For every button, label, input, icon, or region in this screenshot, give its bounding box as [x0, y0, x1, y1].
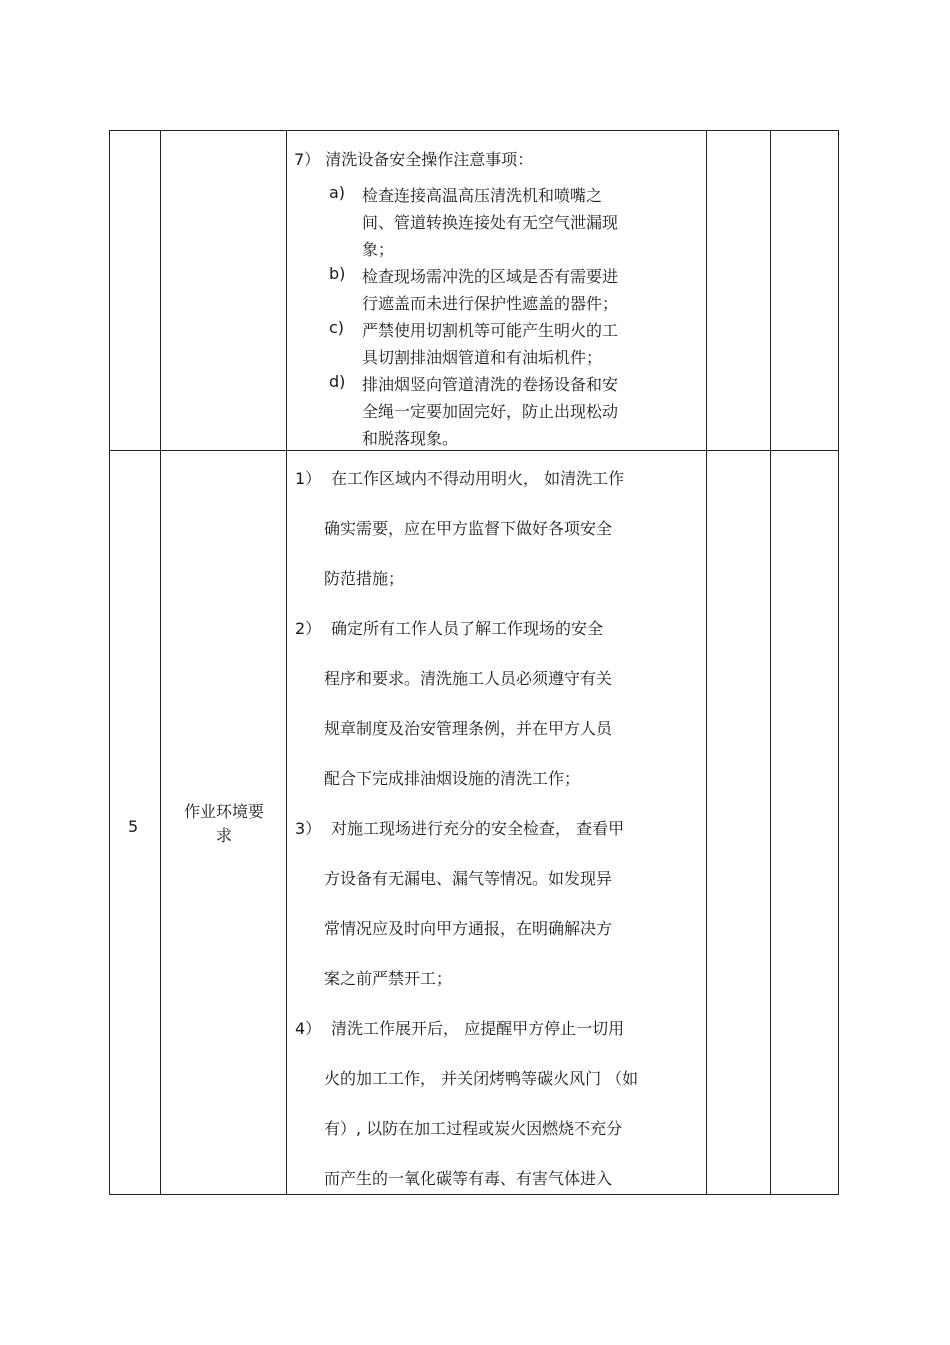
item-3-text: 常情况应及时向甲方通报，在明确解决方: [324, 919, 613, 938]
item-a-marker: a): [329, 183, 346, 202]
item-1-text: 在工作区域内不得动用明火， 如清洗工作: [331, 469, 625, 488]
item-1-marker: 1）: [295, 469, 322, 488]
item-1-text: 确实需要，应在甲方监督下做好各项安全: [324, 519, 613, 538]
item-a-text: 象；: [362, 240, 395, 259]
requirements-table: [109, 130, 839, 1195]
row-label-line: 求: [215, 826, 232, 845]
item-d-text: 和脱落现象。: [362, 429, 459, 448]
item-b-text: 检查现场需冲洗的区域是否有需要进: [362, 267, 619, 286]
item-b-marker: b): [329, 264, 346, 283]
item-3-text: 方设备有无漏电、漏气等情况。如发现异: [324, 869, 613, 888]
item-3-text: 案之前严禁开工；: [324, 969, 453, 988]
item-a-text: 检查连接高温高压清洗机和喷嘴之: [362, 186, 603, 205]
item-4-text: 火的加工工作， 并关闭烤鸭等碳火风门 （如: [324, 1069, 639, 1088]
item-4-text: 有）, 以防在加工过程或炭火因燃烧不充分: [324, 1119, 623, 1138]
row-divider: [110, 450, 838, 451]
item-1-text: 防范措施；: [324, 569, 405, 588]
column-divider: [286, 131, 287, 1194]
item-b-text: 行遮盖而未进行保护性遮盖的器件；: [362, 294, 619, 313]
item-2-text: 配合下完成排油烟设施的清洗工作；: [324, 769, 581, 788]
item-d-marker: d): [329, 372, 346, 391]
item-2-text: 程序和要求。清洗施工人员必须遵守有关: [324, 669, 613, 688]
column-divider: [160, 131, 161, 1194]
item-3-text: 对施工现场进行充分的安全检查， 查看甲: [331, 819, 625, 838]
item-2-text: 确定所有工作人员了解工作现场的安全: [331, 619, 604, 638]
row-label: [162, 800, 286, 848]
item-d-text: 排油烟竖向管道清洗的卷扬设备和安: [362, 375, 619, 394]
item-4-marker: 4）: [295, 1019, 322, 1038]
item-4-text: 清洗工作展开后， 应提醒甲方停止一切用: [331, 1019, 625, 1038]
item-c-text: 严禁使用切割机等可能产生明火的工: [362, 321, 619, 340]
row-label-line: 作业环境要: [183, 802, 264, 821]
column-divider: [706, 131, 707, 1194]
item-c-text: 具切割排油烟管道和有油垢机件；: [362, 348, 603, 367]
row-number: 5: [128, 817, 139, 836]
item-2-marker: 2）: [295, 619, 322, 638]
item-2-text: 规章制度及治安管理条例，并在甲方人员: [324, 719, 613, 738]
item-c-marker: c): [329, 318, 345, 337]
column-divider: [770, 131, 771, 1194]
item-7-heading: 7） 清洗设备安全操作注意事项：: [294, 150, 534, 169]
item-4-text: 而产生的一氧化碳等有毒、有害气体进入: [324, 1169, 613, 1188]
item-d-text: 全绳一定要加固完好，防止出现松动: [362, 402, 619, 421]
item-a-text: 间、管道转换连接处有无空气泄漏现: [362, 213, 619, 232]
item-3-marker: 3）: [295, 819, 322, 838]
